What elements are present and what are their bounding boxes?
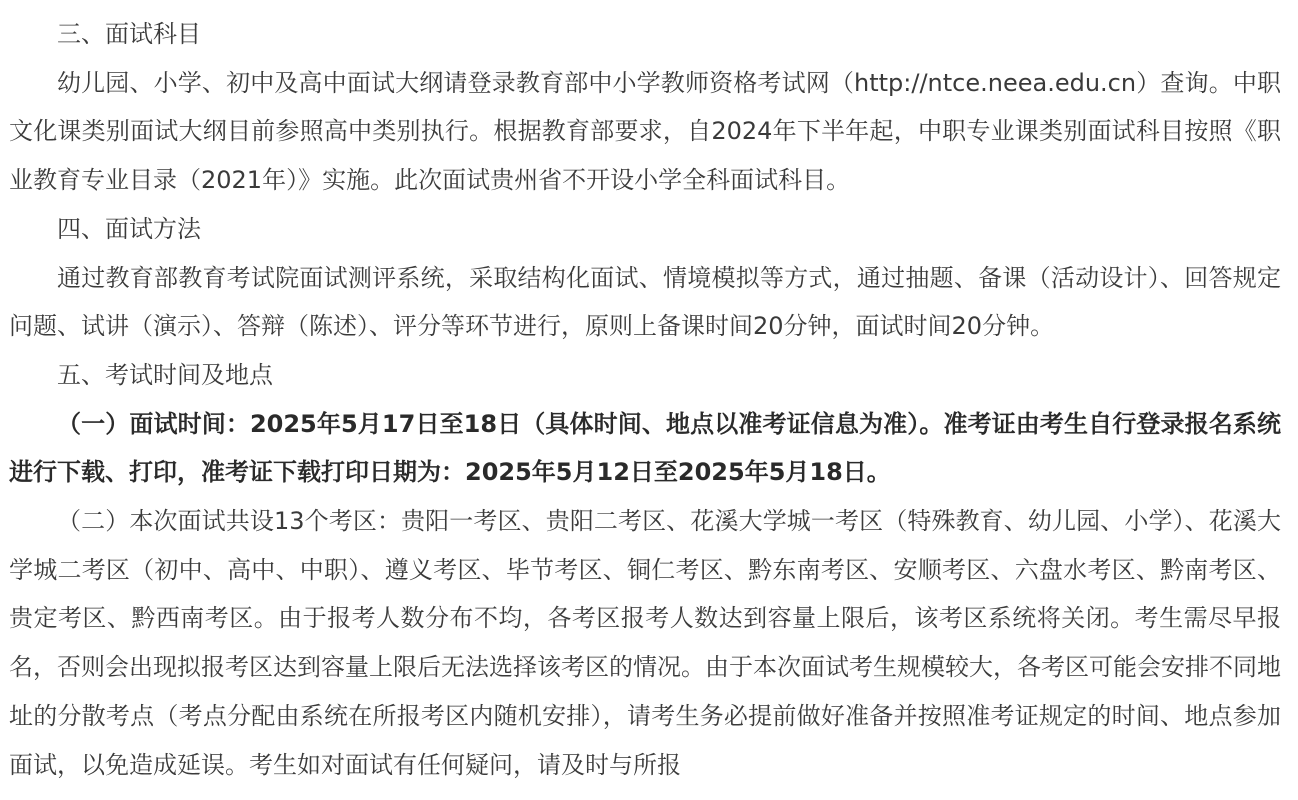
section-4-paragraph: 通过教育部教育考试院面试测评系统，采取结构化面试、情境模拟等方式，通过抽题、备课（活动设计）、回答规定问题、试讲（演示）、答辩（陈述）、评分等环节进行，原则上备课时间20分钟，面试时间20分钟。 bbox=[9, 263, 1281, 341]
section-5-item-2-exam-areas: （二）本次面试共设13个考区：贵阳一考区、贵阳二考区、花溪大学城一考区（特殊教育、幼儿园、小学）、花溪大学城二考区（初中、高中、中职）、遵义考区、毕节考区、铜仁考区、黔东南考区、安顺考区、六盘水考区、黔南考区、贵定考区、黔西南考区。由于报考人数分布不均，各考区报考人数达到容量上限后，该考区系统将关闭。考生需尽早报名，否则会出现拟报考区达到容量上限后无法选择该考区的情况。由于本次面试考生规模较大，各考区可能会安排不同地址的分散考点（考点分配由系统在所报考区内随机安排），请考生务必提前做好准备并按照准考证规定的时间、地点参加面试，以免造成延误。考生如对面试有任何疑问，请及时与所报 bbox=[9, 507, 1281, 779]
section-5-item-1-interview-time: （一）面试时间：2025年5月17日至18日（具体时间、地点以准考证信息为准）。准考证由考生自行登录报名系统进行下载、打印，准考证下载打印日期为：2025年5月12日至2025年5月18日。 bbox=[9, 409, 1281, 487]
section-3-paragraph: 幼儿园、小学、初中及高中面试大纲请登录教育部中小学教师资格考试网（http://ntce.neea.edu.cn）查询。中职文化课类别面试大纲目前参照高中类别执行。根据教育部要求，自2024年下半年起，中职专业课类别面试科目按照《职业教育专业目录（2021年）》实施。此次面试贵州省不开设小学全科面试科目。 bbox=[9, 68, 1281, 195]
section-5-heading: 五、考试时间及地点 bbox=[57, 360, 273, 389]
section-4-heading: 四、面试方法 bbox=[57, 214, 201, 243]
section-3-heading: 三、面试科目 bbox=[57, 20, 201, 48]
document-body bbox=[9, 10, 1281, 789]
